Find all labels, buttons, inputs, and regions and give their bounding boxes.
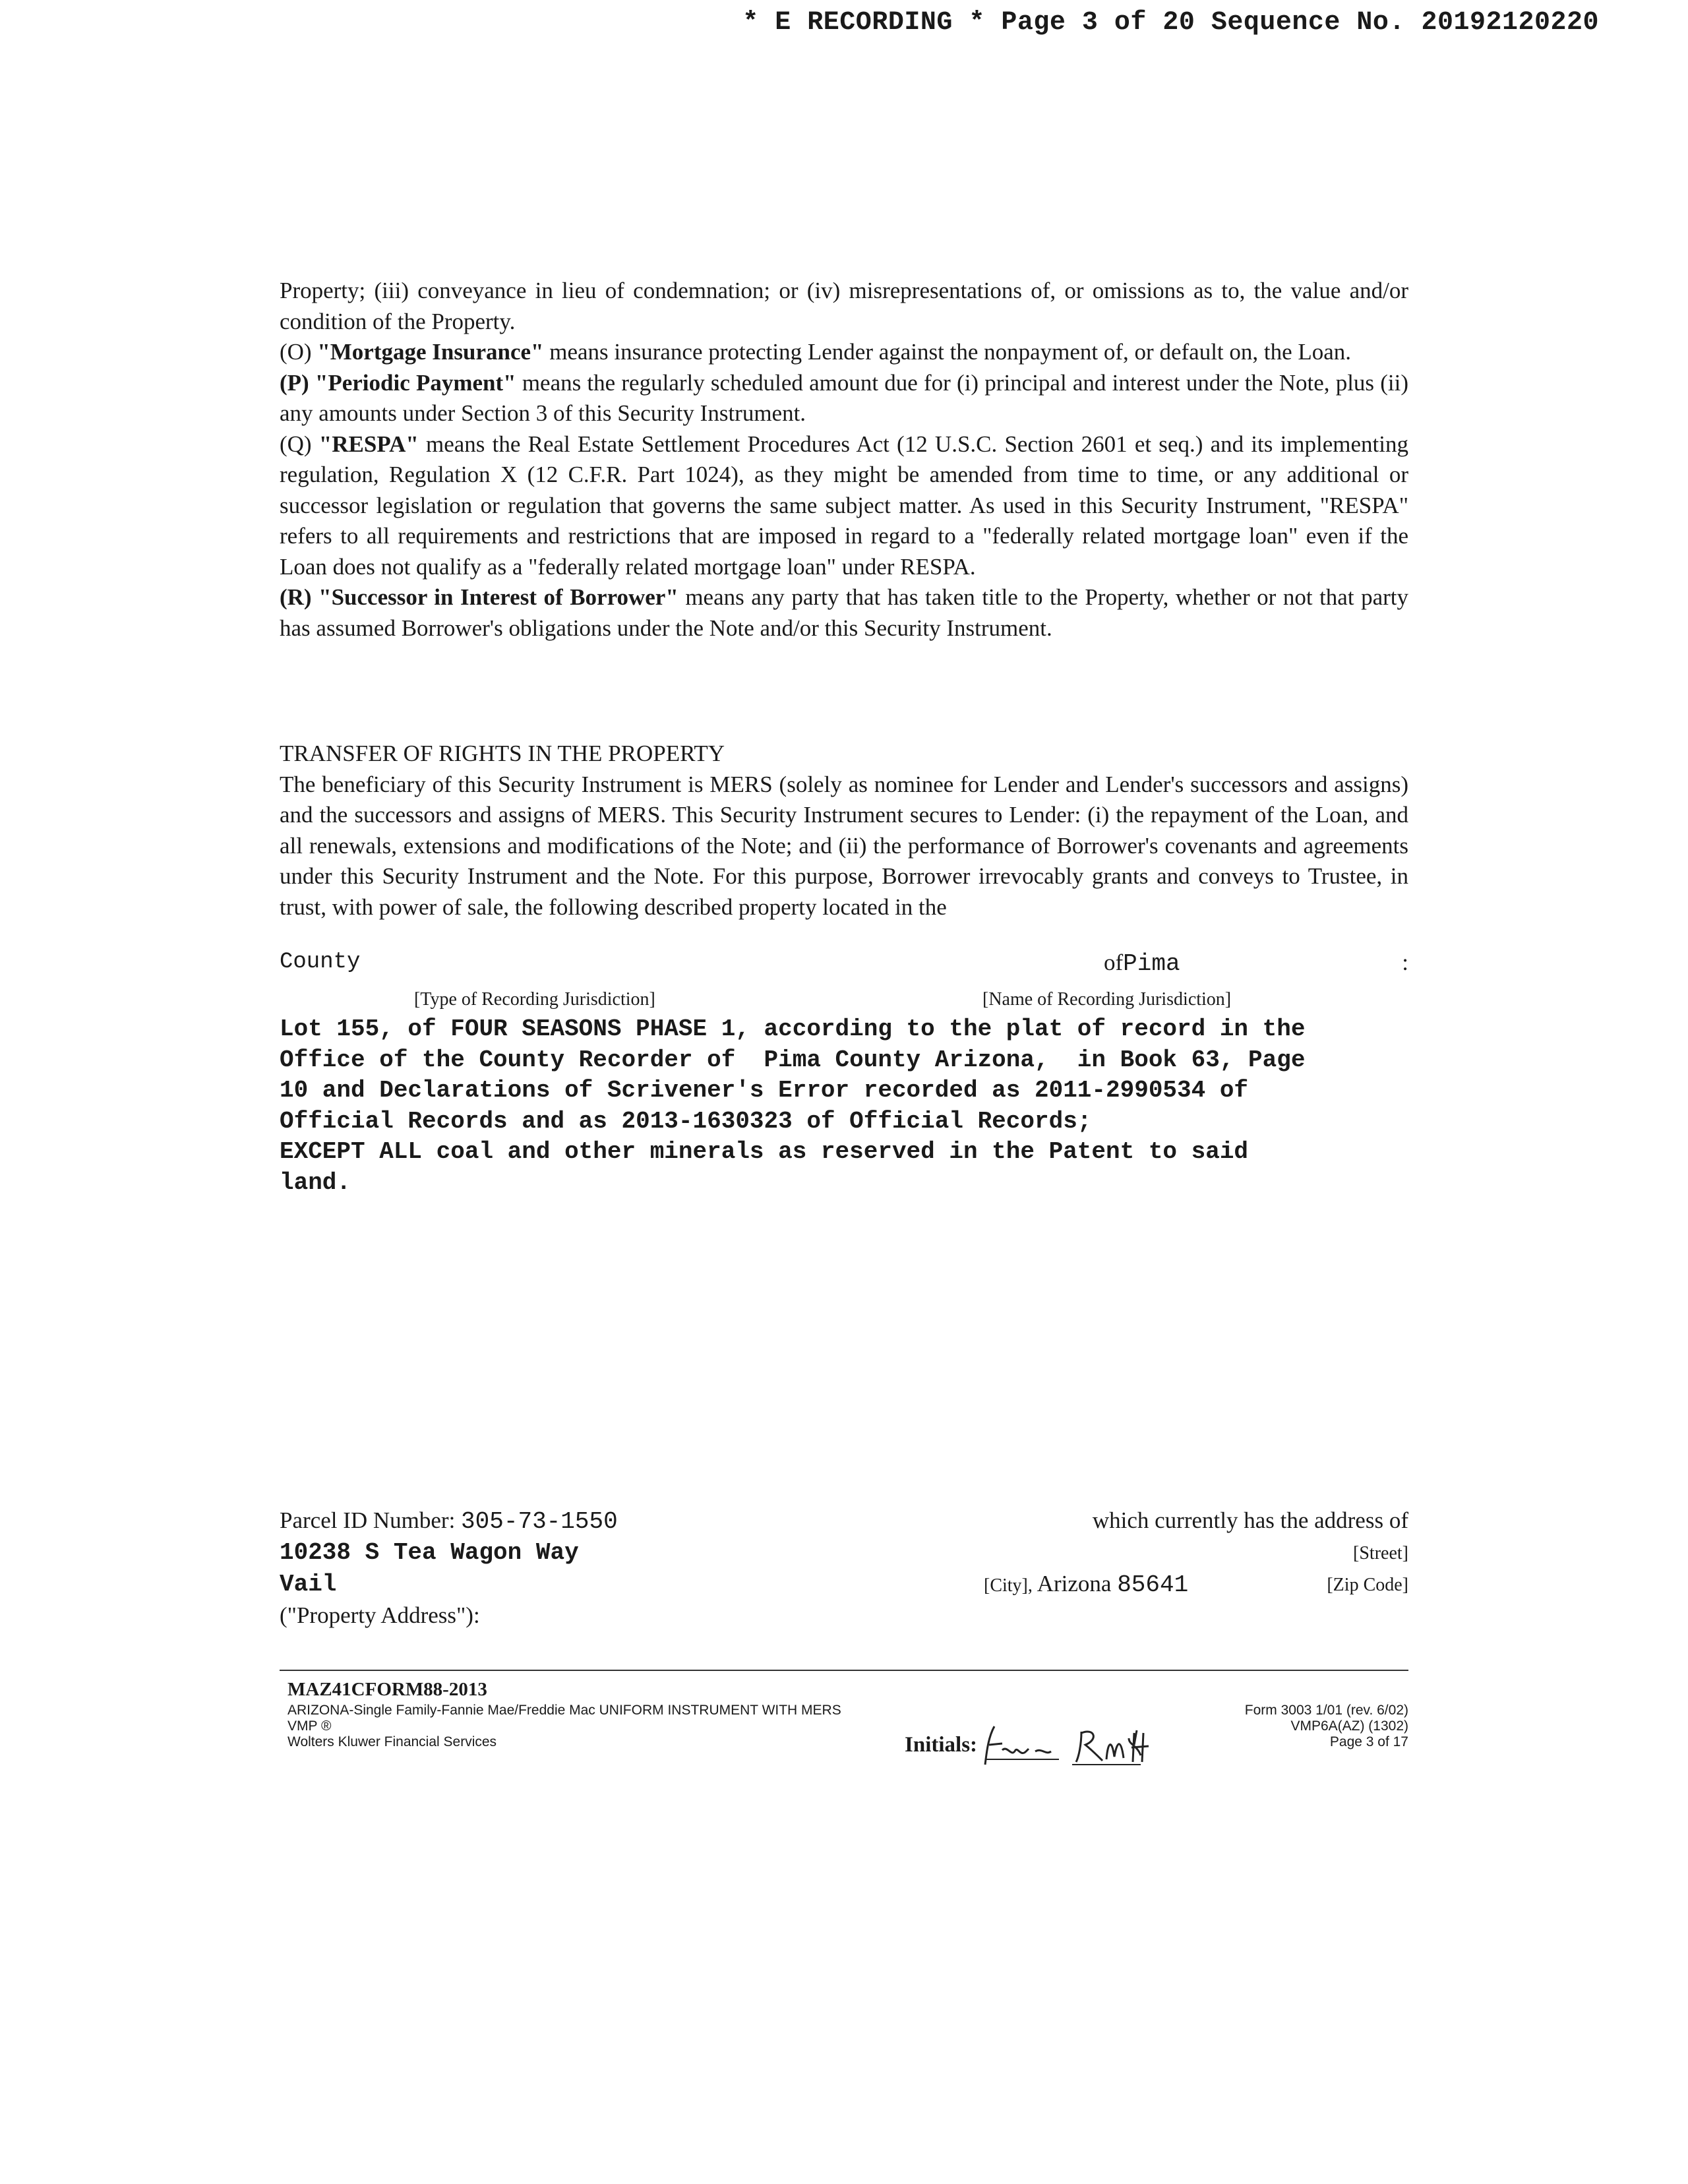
currently-address-text: which currently has the address of <box>1092 1507 1408 1533</box>
form-number: Form 3003 1/01 (rev. 6/02) <box>1244 1703 1408 1718</box>
property-address-row <box>280 1602 1408 1634</box>
legal-line: Lot 155, of FOUR SEASONS PHASE 1, according to the plat of record in the <box>280 1016 1306 1043</box>
initials-signature <box>982 1718 1193 1771</box>
definition-term: "Periodic Payment" <box>315 369 516 396</box>
definition-term: "Successor in Interest of Borrower" <box>318 584 678 610</box>
jurisdiction-of <box>1104 950 1180 977</box>
definition-text: means the regularly scheduled amount due for (i) principal and interest under the Note, plus (ii) any amounts under Section 3 of this Security Instrument. <box>280 369 1409 426</box>
transfer-section <box>280 739 1408 923</box>
city-row <box>280 1571 1408 1602</box>
definition-term: "Mortgage Insurance" <box>317 339 544 365</box>
transfer-heading: TRANSFER OF RIGHTS IN THE PROPERTY <box>280 741 725 766</box>
footer-right <box>1245 1703 1408 1750</box>
jurisdiction-labels <box>280 989 1408 1016</box>
parcel-id <box>280 1507 618 1535</box>
city-label: [City], <box>984 1575 1033 1596</box>
footer-line-1: ARIZONA-Single Family-Fannie Mae/Freddie Mac UNIFORM INSTRUMENT WITH MERS <box>287 1703 841 1718</box>
legal-line: Official Records and as 2013-1630323 of Official Records; <box>280 1107 1092 1135</box>
footer-left <box>287 1676 841 1750</box>
of-label: of <box>1104 950 1124 975</box>
definition-p <box>280 368 1408 429</box>
legal-line: EXCEPT ALL coal and other minerals as reserved in the Patent to said <box>280 1138 1249 1165</box>
recording-header: * E RECORDING * Page 3 of 20 Sequence No. 20192120220 <box>742 8 1599 38</box>
legal-line: Office of the County Recorder of Pima County Arizona, in Book 63, Page <box>280 1046 1306 1074</box>
definition-n-continued: Property; (iii) conveyance in lieu of condemnation; or (iv) misrepresentations of, or omissions as to, the value and/or condition of the Property. <box>280 278 1408 334</box>
definition-text: means the Real Estate Settlement Procedures Act (12 U.S.C. Section 2601 et seq.) and its implementing regulation, Regulation X (12 C.F.R. Part 1024), as they might be amended from time to time, or any additional or successor legislation or regulation that governs the same subject matter. As used in this Security Instrument, "RESPA" refers to all requirements and restrictions that are imposed in regard to a "federally related mortgage loan" even if the Loan does not qualify as a "federally related mortgage loan" under RESPA. <box>280 431 1408 580</box>
city: Vail <box>280 1571 337 1598</box>
definition-label: (R) <box>280 584 312 610</box>
definition-r <box>280 582 1408 644</box>
jurisdiction-name: Pima <box>1123 950 1180 977</box>
jurisdiction-line <box>280 950 1408 989</box>
footer-divider <box>280 1670 1408 1671</box>
footer-line-3: Wolters Kluwer Financial Services <box>287 1734 497 1749</box>
parcel-row <box>280 1507 1408 1539</box>
definition-label: (Q) <box>280 431 312 457</box>
footer-line-2: VMP ® <box>287 1718 332 1734</box>
definition-label: (P) <box>280 369 309 396</box>
page-number: Page 3 of 17 <box>1329 1734 1408 1749</box>
definition-text: means any party that has taken title to the Property, whether or not that party has assumed Borrower's obligations under the Note and/or this Security Instrument. <box>280 584 1409 641</box>
property-address-label: ("Property Address"): <box>280 1602 480 1628</box>
zip-label: [Zip Code] <box>1327 1575 1408 1595</box>
initials-label: Initials: <box>905 1733 978 1757</box>
definition-term: "RESPA" <box>318 431 419 457</box>
definition-label: (O) <box>280 339 312 365</box>
street-label: [Street] <box>1353 1543 1408 1563</box>
vmp-code: VMP6A(AZ) (1302) <box>1290 1718 1408 1734</box>
street-address: 10238 S Tea Wagon Way <box>280 1539 579 1566</box>
jurisdiction-type-label: [Type of Recording Jurisdiction] <box>414 989 655 1010</box>
definitions-block <box>280 276 1408 644</box>
definition-o <box>280 337 1408 368</box>
definition-text: means insurance protecting Lender against the nonpayment of, or default on, the Loan. <box>549 339 1352 365</box>
jurisdiction-name-label: [Name of Recording Jurisdiction] <box>982 989 1232 1010</box>
street-row <box>280 1539 1408 1571</box>
legal-line: land. <box>280 1168 351 1196</box>
city-state-zip <box>984 1571 1188 1598</box>
state: Arizona <box>1037 1571 1112 1596</box>
definition-q <box>280 429 1408 583</box>
parcel-label: Parcel ID Number: <box>280 1507 456 1533</box>
parcel-number: 305-73-1550 <box>461 1508 618 1535</box>
legal-line: 10 and Declarations of Scrivener's Error recorded as 2011-2990534 of <box>280 1077 1249 1104</box>
jurisdiction-type: County <box>280 950 361 975</box>
form-code: MAZ41CFORM88-2013 <box>287 1679 487 1700</box>
transfer-text: The beneficiary of this Security Instrument is MERS (solely as nominee for Lender and Lender's successors and assigns) and the successors and assigns of MERS. This Security Instrument secures to Lender: (i) the repayment of the Loan, and all renewals, extensions and modifications of the Note; and (ii) the performance of Borrower's covenants and agreements under this Security Instrument and the Note. For this purpose, Borrower irrevocably grants and conveys to Trustee, in trust, with power of sale, the following described property located in the <box>280 771 1408 920</box>
legal-description <box>280 1014 1408 1198</box>
jurisdiction-colon: : <box>1402 950 1408 975</box>
zip: 85641 <box>1117 1571 1189 1598</box>
